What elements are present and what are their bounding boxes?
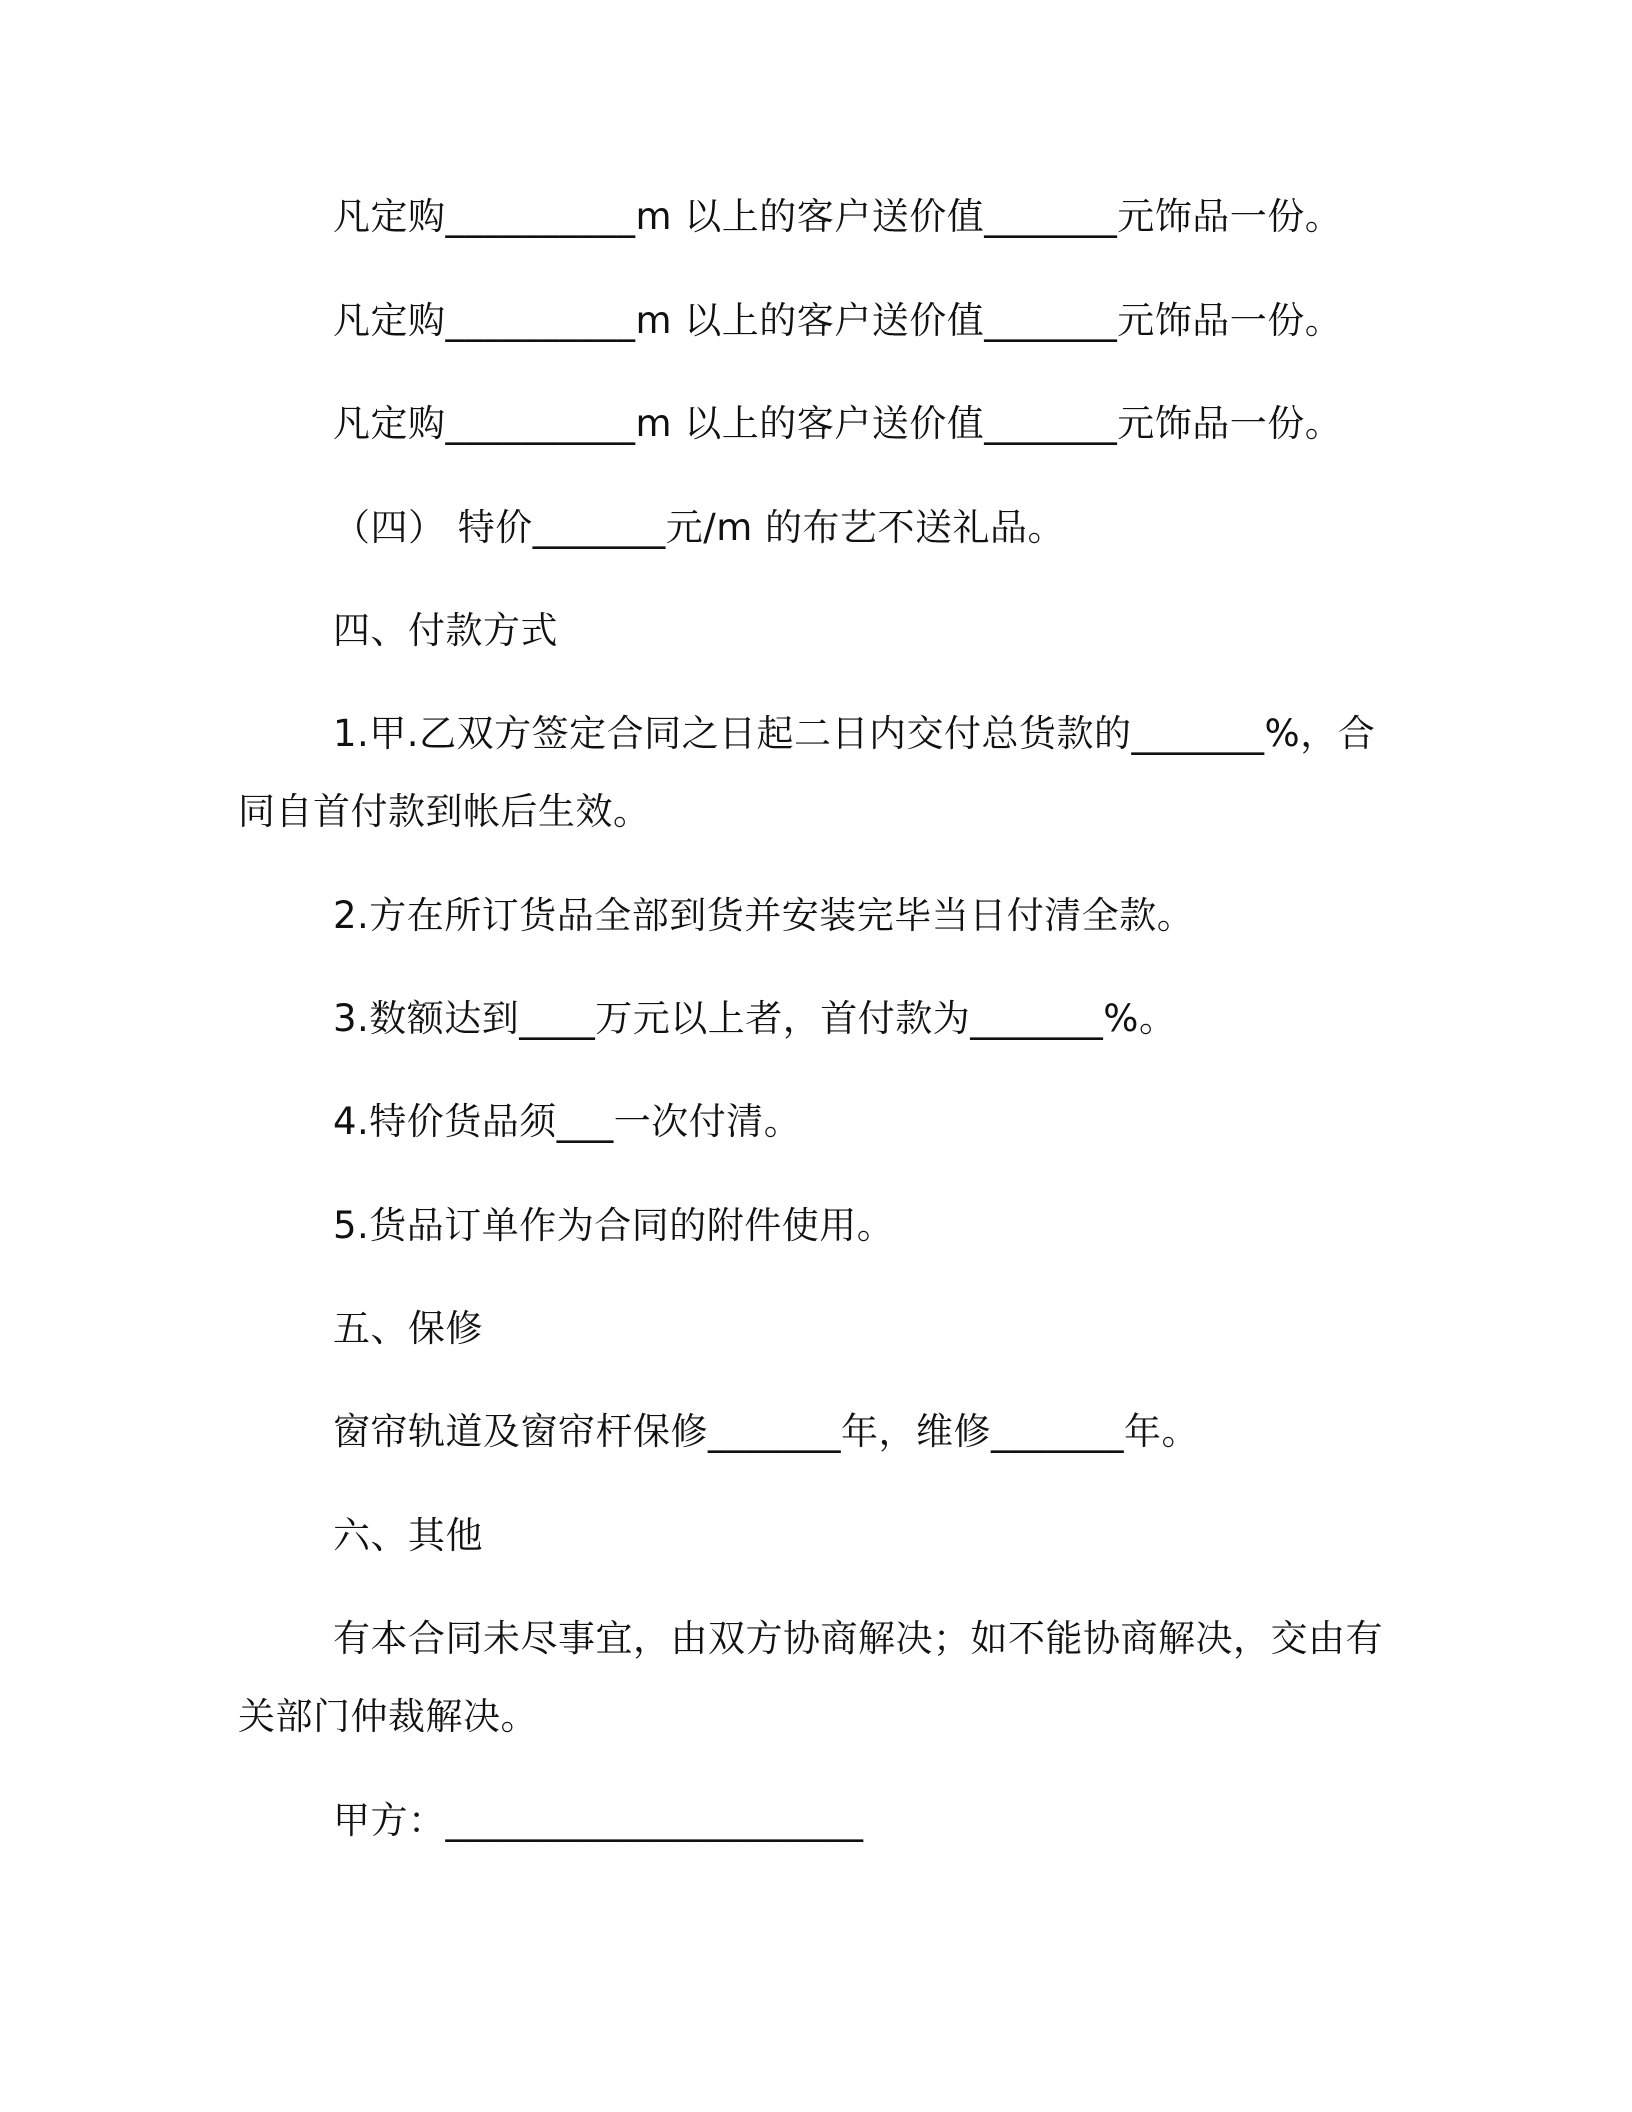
- warranty-clause: 窗帘轨道及窗帘杆保修_______年，维修_______年。: [333, 1410, 1199, 1453]
- other-clause-continued: 关部门仲裁解决。: [238, 1695, 538, 1738]
- party-a-signature-line: 甲方：______________________: [333, 1799, 864, 1842]
- gift-clause-line-2: 凡定购__________m 以上的客户送价值_______元饰品一份。: [333, 299, 1343, 342]
- special-price-clause: （四） 特价_______元/m 的布艺不送礼品。: [333, 506, 1066, 549]
- payment-item-5: 5.货品订单作为合同的附件使用。: [333, 1204, 895, 1247]
- payment-item-2: 2.方在所订货品全部到货并安装完毕当日付清全款。: [333, 894, 1195, 937]
- section-heading-other: 六、其他: [333, 1514, 483, 1557]
- payment-item-3: 3.数额达到____万元以上者，首付款为_______%。: [333, 997, 1177, 1040]
- section-heading-payment: 四、付款方式: [333, 609, 558, 652]
- gift-clause-line-3: 凡定购__________m 以上的客户送价值_______元饰品一份。: [333, 402, 1343, 445]
- gift-clause-line-1: 凡定购__________m 以上的客户送价值_______元饰品一份。: [333, 195, 1343, 238]
- section-heading-warranty: 五、保修: [333, 1307, 483, 1350]
- payment-item-1-continued: 同自首付款到帐后生效。: [238, 790, 651, 833]
- other-clause: 有本合同未尽事宜，由双方协商解决；如不能协商解决，交由有: [333, 1617, 1383, 1660]
- payment-item-4: 4.特价货品须___一次付清。: [333, 1100, 802, 1143]
- payment-item-1: 1.甲.乙双方签定合同之日起二日内交付总货款的_______%，合: [333, 712, 1376, 755]
